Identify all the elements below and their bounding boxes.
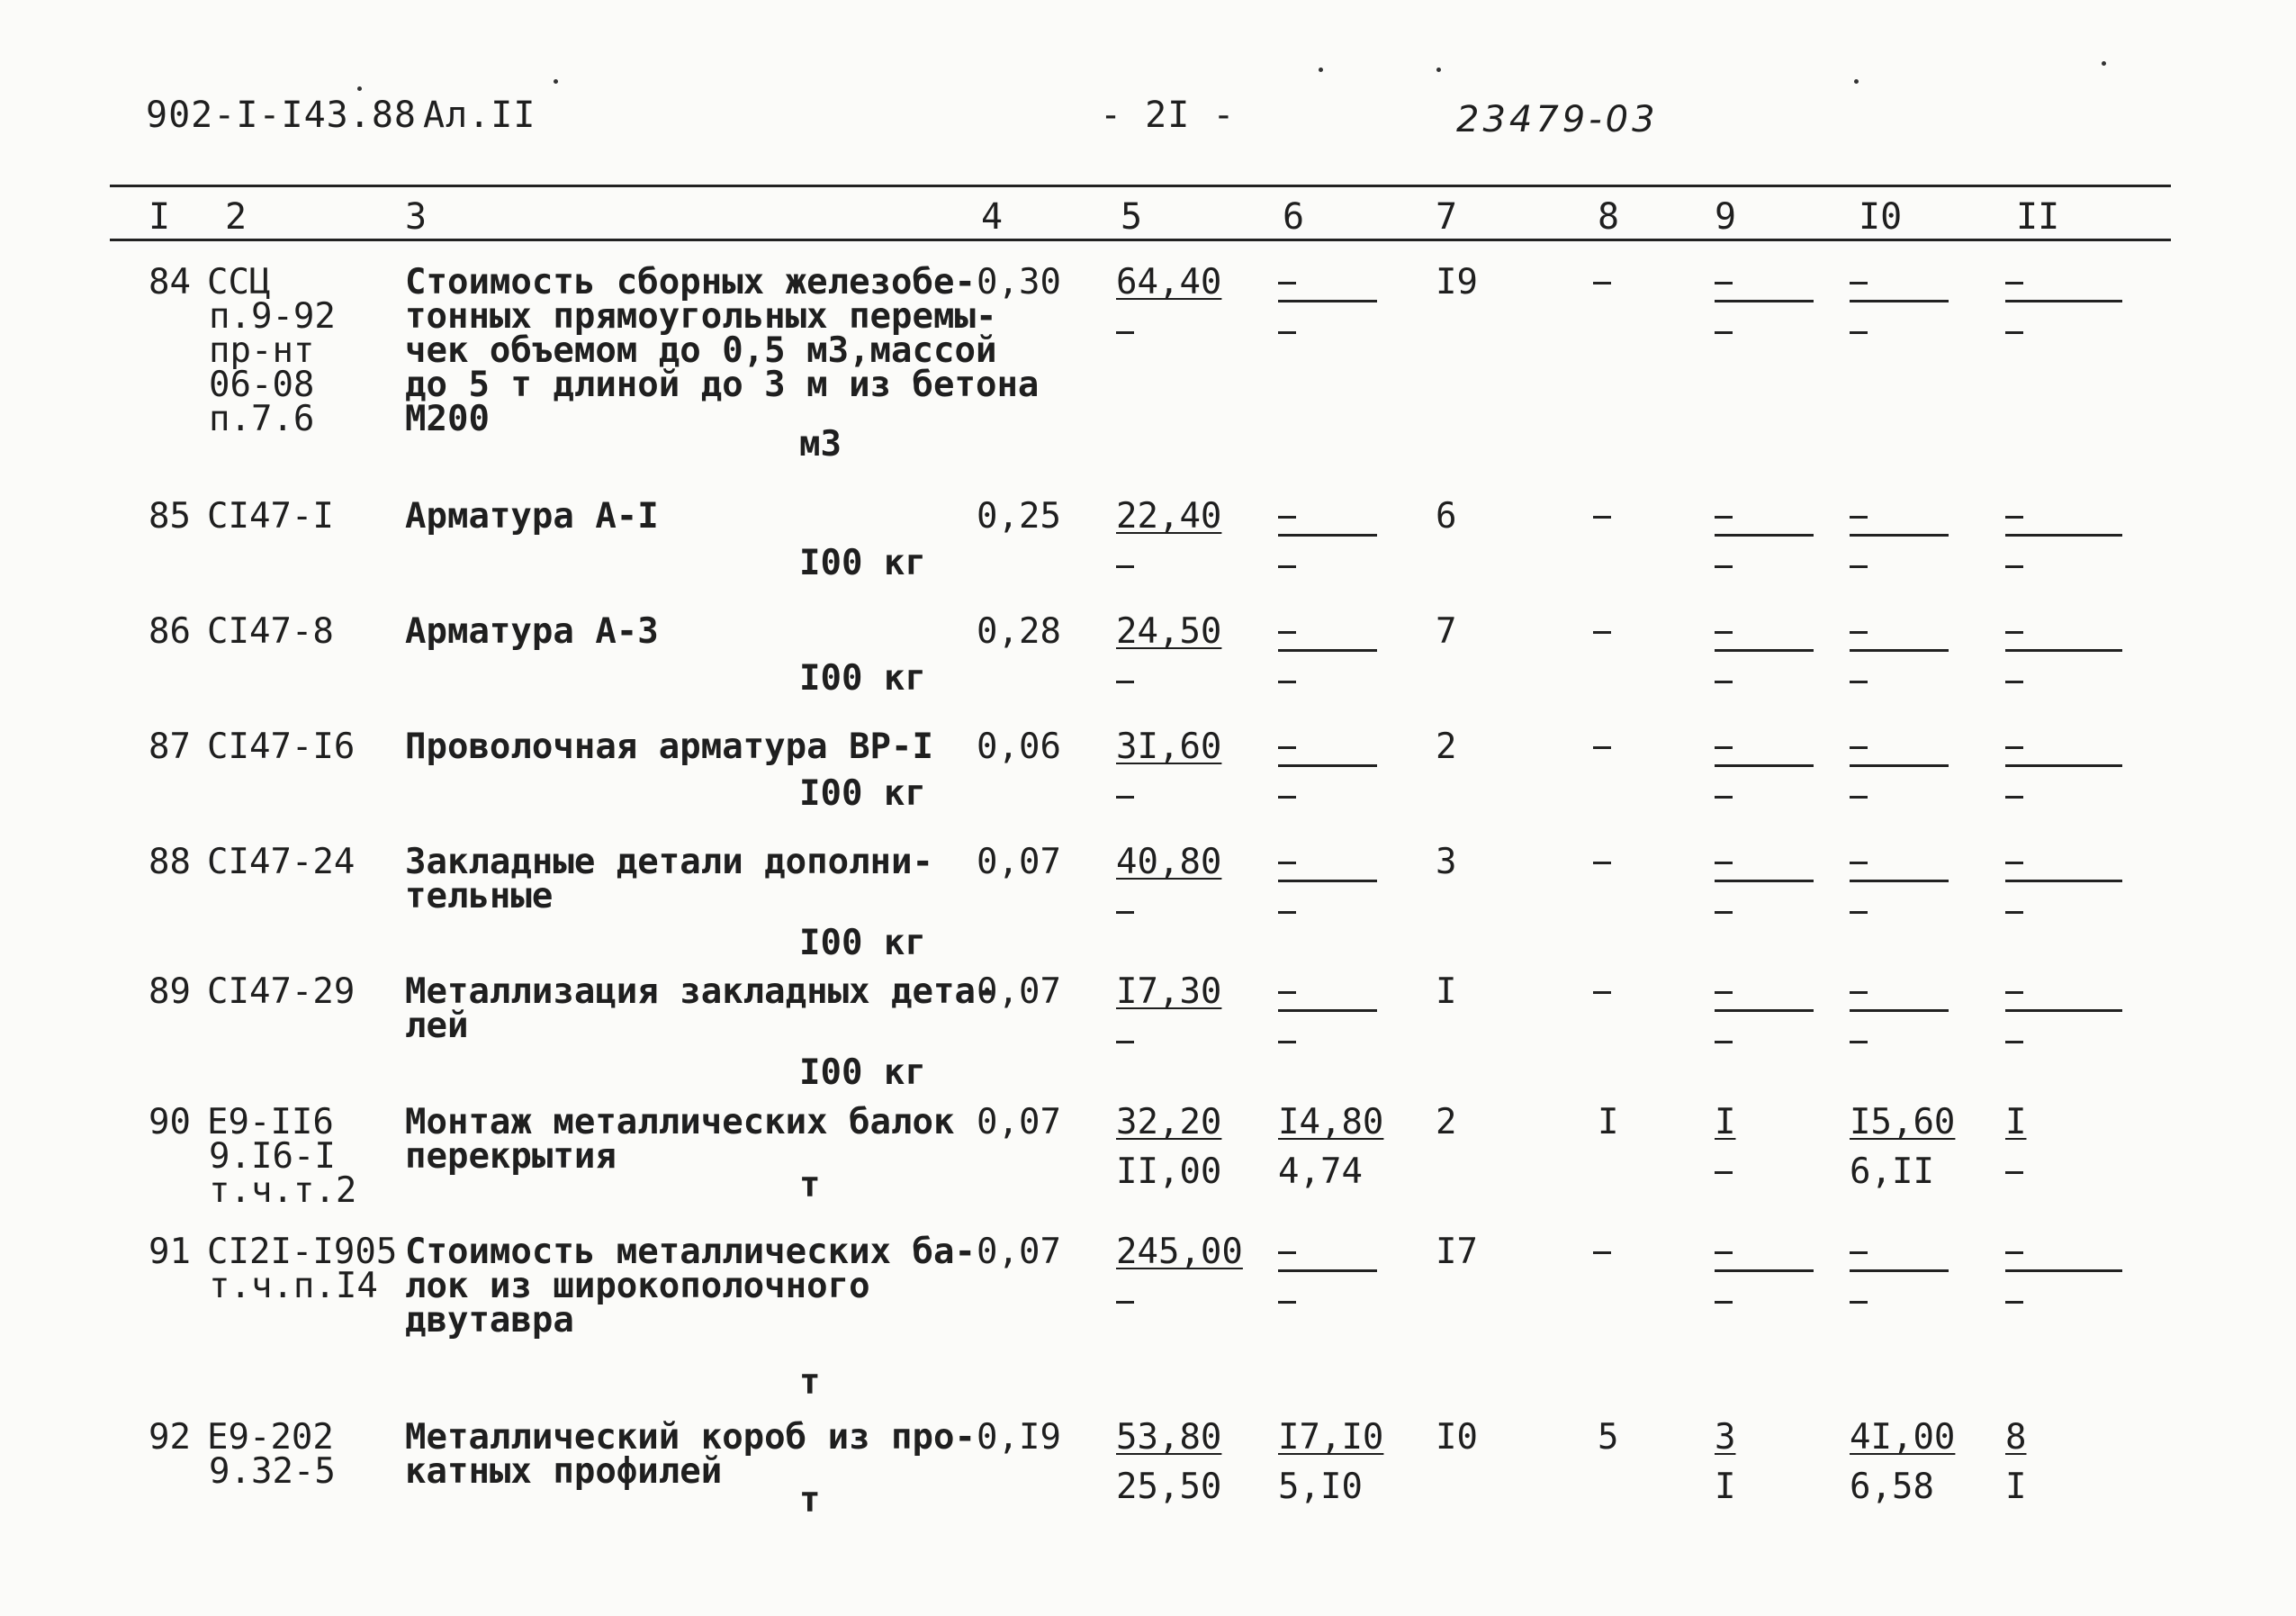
norm-code-line: 06-08: [209, 365, 315, 405]
col5-value: 245,00: [1116, 1232, 1243, 1272]
col10-sub-value: [1850, 780, 1870, 814]
norm-code-line: пр-нт: [209, 330, 315, 371]
col10-sub-value: 6,II: [1850, 1151, 1934, 1192]
col7-value: I0: [1436, 1417, 1478, 1458]
col9-sub-value: [1715, 315, 1735, 349]
col5-value: 3I,60: [1116, 727, 1222, 767]
col6-sub-value: 4,74: [1278, 1151, 1363, 1192]
page-number: - 2I -: [1100, 95, 1236, 136]
col10-value: [1850, 730, 1870, 764]
col11-value: [2005, 845, 2026, 880]
norm-code-line: 9.I6-I: [209, 1136, 336, 1177]
quantity: 0,30: [977, 262, 1061, 302]
col5-sub-value: [1116, 315, 1137, 349]
col-header-1: I: [149, 196, 171, 238]
description-line: Арматура А-I: [405, 496, 659, 537]
col-header-8: 8: [1598, 196, 1620, 238]
norm-code-line: п.7.6: [209, 399, 315, 439]
col8-value: [1593, 845, 1614, 880]
col9-value: [1715, 615, 1735, 649]
col9-value: [1715, 1235, 1735, 1269]
norm-code-line: 9.32-5: [209, 1451, 336, 1492]
col11-value: [2005, 975, 2026, 1009]
col9-sub-value: [1715, 1285, 1735, 1319]
norm-code-line: СI47-24: [207, 842, 356, 882]
col11-sub-value: [2005, 315, 2026, 349]
col10-sub-value: [1850, 549, 1870, 583]
scan-speck: [357, 86, 362, 91]
col6-value: I7,I0: [1278, 1417, 1384, 1458]
col8-value: [1593, 975, 1614, 1009]
col9-sub-value: [1715, 1155, 1735, 1189]
col-header-11: II: [2016, 196, 2060, 238]
col10-sub-value: [1850, 315, 1870, 349]
description-line: перекрытия: [405, 1136, 617, 1177]
col-header-4: 4: [981, 196, 1004, 238]
col9-value: [1715, 266, 1735, 300]
col6-sub-value: [1278, 895, 1299, 929]
col8-value: [1593, 266, 1614, 300]
norm-code-line: СI47-I: [207, 496, 334, 537]
col11-sub-value: [2005, 664, 2026, 699]
row-number: 88: [149, 842, 191, 882]
col10-value: [1850, 266, 1870, 300]
col10-value: I5,60: [1850, 1102, 1956, 1142]
col-header-10: I0: [1859, 196, 1903, 238]
quantity: 0,07: [977, 1232, 1061, 1272]
description-line: тельные: [405, 876, 554, 916]
description-line: Металлизация закладных дета-: [405, 971, 997, 1012]
scan-speck: [2102, 61, 2106, 66]
col5-sub-value: [1116, 1285, 1137, 1319]
col7-value: 7: [1436, 611, 1457, 652]
norm-code-line: СI2I-I905: [207, 1232, 398, 1272]
norm-code-line: п.9-92: [209, 296, 336, 337]
col9-sub-value: [1715, 664, 1735, 699]
col11-sub-value: [2005, 1285, 2026, 1319]
description-line: чек объемом до 0,5 м3,массой: [405, 330, 997, 371]
col6-sub-value: [1278, 1285, 1299, 1319]
norm-code-line: СI47-I6: [207, 727, 356, 767]
description-line: Металлический короб из про-: [405, 1417, 976, 1458]
col5-value: 64,40: [1116, 262, 1222, 302]
col11-sub-value: [2005, 895, 2026, 929]
norm-code-line: т.ч.т.2: [209, 1170, 357, 1211]
norm-code-line: т.ч.п.I4: [209, 1266, 378, 1306]
col8-value: 5: [1598, 1417, 1619, 1458]
col6-sub-value: [1278, 315, 1299, 349]
col6-value: [1278, 615, 1299, 649]
row-number: 86: [149, 611, 191, 652]
description-line: М200: [405, 399, 490, 439]
norm-code-line: СI47-8: [207, 611, 334, 652]
quantity: 0,07: [977, 971, 1061, 1012]
description-line: двутавра: [405, 1300, 574, 1341]
col6-value: [1278, 975, 1299, 1009]
row-number: 91: [149, 1232, 191, 1272]
description-line: Проволочная арматура ВР-I: [405, 727, 933, 767]
col5-value: 32,20: [1116, 1102, 1222, 1142]
col-header-5: 5: [1121, 196, 1143, 238]
col10-value: 4I,00: [1850, 1417, 1956, 1458]
col11-sub-value: [2005, 549, 2026, 583]
col10-value: [1850, 1235, 1870, 1269]
quantity: 0,06: [977, 727, 1061, 767]
col9-value: [1715, 975, 1735, 1009]
col5-sub-value: [1116, 1025, 1137, 1059]
album-number: Ал.II: [423, 95, 536, 136]
description-line: Стоимость металлических ба-: [405, 1232, 976, 1272]
col5-sub-value: [1116, 664, 1137, 699]
col6-sub-value: [1278, 780, 1299, 814]
unit-of-measure: I00 кг: [799, 1052, 926, 1093]
description-line: Стоимость сборных железобе-: [405, 262, 976, 302]
col9-sub-value: [1715, 895, 1735, 929]
table-top-rule: [110, 185, 2171, 187]
col-header-2: 2: [225, 196, 248, 238]
col8-value: [1593, 730, 1614, 764]
col5-sub-value: [1116, 895, 1137, 929]
col6-sub-value: [1278, 549, 1299, 583]
col5-value: 22,40: [1116, 496, 1222, 537]
description-line: до 5 т длиной до 3 м из бетона: [405, 365, 1040, 405]
col-header-9: 9: [1715, 196, 1737, 238]
col11-sub-value: I: [2005, 1467, 2027, 1507]
col11-value: 8: [2005, 1417, 2027, 1458]
scan-speck: [554, 79, 558, 84]
description-line: Арматура А-3: [405, 611, 659, 652]
unit-of-measure: т: [799, 1165, 821, 1205]
col7-value: 6: [1436, 496, 1457, 537]
scan-speck: [1319, 68, 1323, 72]
description-line: лок из широкополочного: [405, 1266, 870, 1306]
col-header-7: 7: [1436, 196, 1458, 238]
col10-sub-value: [1850, 895, 1870, 929]
col5-sub-value: 25,50: [1116, 1467, 1222, 1507]
col6-value: [1278, 1235, 1299, 1269]
norm-code-line: ССЦ: [207, 262, 271, 302]
table-header-rule: [110, 239, 2171, 241]
row-number: 90: [149, 1102, 191, 1142]
col6-sub-value: 5,I0: [1278, 1467, 1363, 1507]
col9-value: I: [1715, 1102, 1736, 1142]
col9-value: [1715, 845, 1735, 880]
col5-sub-value: [1116, 549, 1137, 583]
col10-sub-value: 6,58: [1850, 1467, 1934, 1507]
col9-sub-value: [1715, 549, 1735, 583]
col9-sub-value: [1715, 1025, 1735, 1059]
col7-value: I9: [1436, 262, 1478, 302]
col11-sub-value: [2005, 1155, 2026, 1189]
col11-value: I: [2005, 1102, 2027, 1142]
quantity: 0,28: [977, 611, 1061, 652]
unit-of-measure: I00 кг: [799, 658, 926, 699]
scan-speck: [1854, 79, 1859, 84]
description-line: лей: [405, 1006, 469, 1046]
col11-value: [2005, 266, 2026, 300]
col9-sub-value: I: [1715, 1467, 1736, 1507]
col5-sub-value: II,00: [1116, 1151, 1222, 1192]
norm-code-line: Е9-202: [207, 1417, 334, 1458]
row-number: 92: [149, 1417, 191, 1458]
quantity: 0,07: [977, 1102, 1061, 1142]
quantity: 0,07: [977, 842, 1061, 882]
col9-value: [1715, 730, 1735, 764]
norm-code-line: Е9-II6: [207, 1102, 334, 1142]
col5-value: 24,50: [1116, 611, 1222, 652]
col6-value: [1278, 730, 1299, 764]
norm-code-line: СI47-29: [207, 971, 356, 1012]
col5-value: 53,80: [1116, 1417, 1222, 1458]
col6-value: [1278, 500, 1299, 534]
col10-sub-value: [1850, 1025, 1870, 1059]
col8-value: [1593, 500, 1614, 534]
col6-value: [1278, 845, 1299, 880]
handwritten-number: 23479-03: [1456, 99, 1659, 140]
unit-of-measure: т: [799, 1362, 821, 1403]
col9-value: 3: [1715, 1417, 1736, 1458]
col5-value: I7,30: [1116, 971, 1222, 1012]
col-header-6: 6: [1283, 196, 1305, 238]
col10-value: [1850, 845, 1870, 880]
description-line: катных профилей: [405, 1451, 723, 1492]
description-line: тонных прямоугольных перемы-: [405, 296, 997, 337]
col10-value: [1850, 500, 1870, 534]
col6-sub-value: [1278, 1025, 1299, 1059]
col5-value: 40,80: [1116, 842, 1222, 882]
col11-value: [2005, 615, 2026, 649]
col11-sub-value: [2005, 1025, 2026, 1059]
col11-value: [2005, 1235, 2026, 1269]
col11-sub-value: [2005, 780, 2026, 814]
col8-value: I: [1598, 1102, 1619, 1142]
col8-value: [1593, 1235, 1614, 1269]
row-number: 85: [149, 496, 191, 537]
unit-of-measure: т: [799, 1480, 821, 1521]
col6-sub-value: [1278, 664, 1299, 699]
col-header-3: 3: [405, 196, 428, 238]
unit-of-measure: I00 кг: [799, 773, 926, 814]
col10-sub-value: [1850, 1285, 1870, 1319]
row-number: 87: [149, 727, 191, 767]
col7-value: 3: [1436, 842, 1457, 882]
description-line: Монтаж металлических балок: [405, 1102, 955, 1142]
col9-value: [1715, 500, 1735, 534]
col10-value: [1850, 615, 1870, 649]
col8-value: [1593, 615, 1614, 649]
description-line: Закладные детали дополни-: [405, 842, 933, 882]
document-code: 902-I-I43.88: [146, 95, 417, 136]
quantity: 0,25: [977, 496, 1061, 537]
col11-value: [2005, 730, 2026, 764]
col10-sub-value: [1850, 664, 1870, 699]
row-number: 84: [149, 262, 191, 302]
col7-value: 2: [1436, 727, 1457, 767]
col11-value: [2005, 500, 2026, 534]
row-number: 89: [149, 971, 191, 1012]
col10-value: [1850, 975, 1870, 1009]
scan-speck: [1436, 68, 1441, 72]
quantity: 0,I9: [977, 1417, 1061, 1458]
col6-value: I4,80: [1278, 1102, 1384, 1142]
unit-of-measure: м3: [799, 424, 842, 465]
col6-value: [1278, 266, 1299, 300]
col7-value: I7: [1436, 1232, 1478, 1272]
unit-of-measure: I00 кг: [799, 923, 926, 963]
col7-value: I: [1436, 971, 1457, 1012]
unit-of-measure: I00 кг: [799, 543, 926, 583]
col5-sub-value: [1116, 780, 1137, 814]
col7-value: 2: [1436, 1102, 1457, 1142]
col9-sub-value: [1715, 780, 1735, 814]
